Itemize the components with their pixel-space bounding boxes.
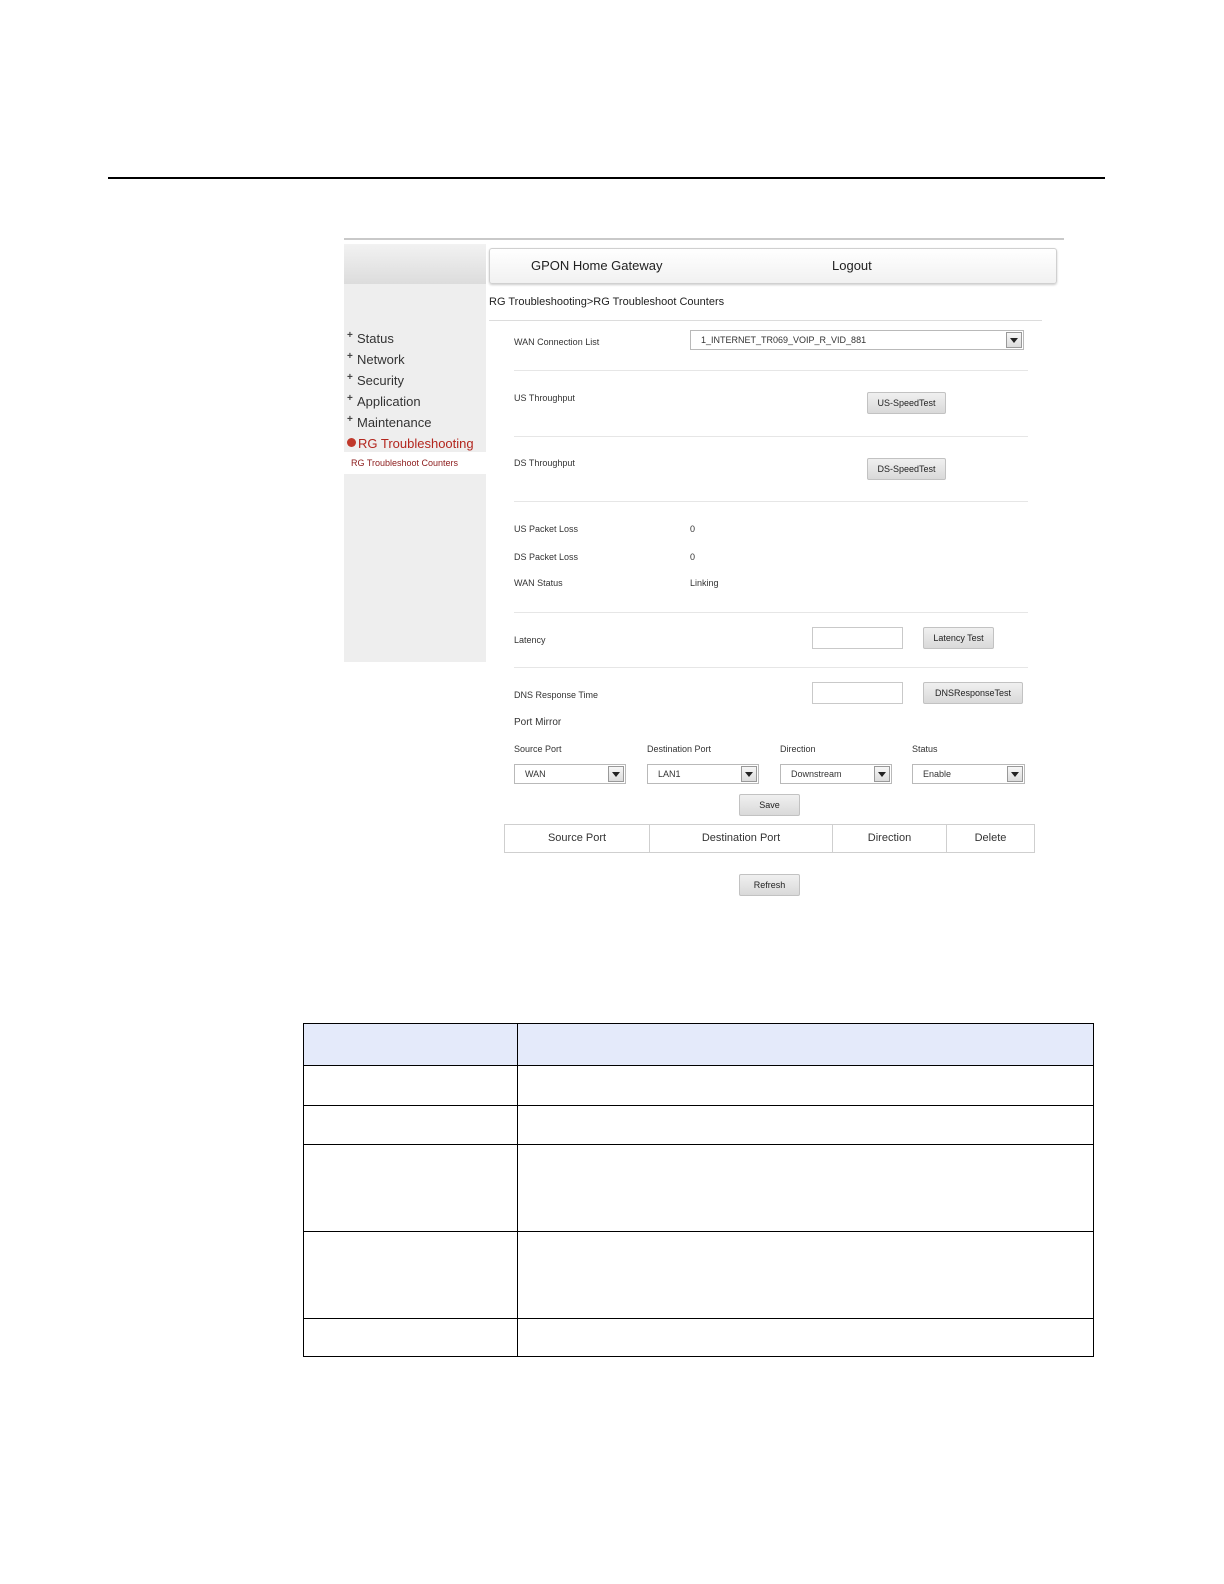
ds-packet-loss-value: 0 xyxy=(690,552,696,562)
app-title: GPON Home Gateway xyxy=(531,258,663,273)
chevron-down-icon xyxy=(1007,766,1023,782)
chevron-down-icon xyxy=(874,766,890,782)
us-speedtest-button[interactable]: US-SpeedTest xyxy=(867,392,946,414)
status-label: Status xyxy=(912,744,938,754)
direction-label: Direction xyxy=(780,744,816,754)
wan-connection-select[interactable] xyxy=(690,330,1024,350)
divider xyxy=(514,501,1028,502)
sidebar-item-rg-troubleshooting[interactable] xyxy=(344,433,486,454)
destination-port-value: LAN1 xyxy=(658,769,681,779)
expand-plus-icon: + xyxy=(347,330,353,341)
source-port-value: WAN xyxy=(525,769,546,779)
latency-test-button[interactable]: Latency Test xyxy=(923,627,994,649)
chevron-down-icon xyxy=(741,766,757,782)
latency-input[interactable] xyxy=(812,627,903,649)
ds-packet-loss-label: DS Packet Loss xyxy=(514,552,579,562)
breadcrumb: RG Troubleshooting>RG Troubleshoot Counters xyxy=(489,296,725,308)
header-bar xyxy=(489,248,1057,284)
destination-port-label: Destination Port xyxy=(647,744,712,754)
source-port-select[interactable] xyxy=(514,764,626,784)
status-value: Enable xyxy=(923,769,952,779)
wan-connection-value: 1_INTERNET_TR069_VOIP_R_VID_881 xyxy=(701,335,867,345)
column-divider xyxy=(517,1024,518,1356)
page-top-rule xyxy=(108,177,1105,179)
gateway-screenshot xyxy=(344,238,1064,910)
browser-top-border xyxy=(344,238,1064,240)
column-header-source-port: Source Port xyxy=(505,825,650,852)
chevron-down-icon xyxy=(608,766,624,782)
sidebar-item-application[interactable] xyxy=(344,391,486,412)
divider xyxy=(514,612,1028,613)
ds-throughput-label: DS Throughput xyxy=(514,458,575,468)
divider xyxy=(514,436,1028,437)
port-mirror-table xyxy=(504,824,1035,853)
divider xyxy=(489,320,1042,321)
sidebar-item-network[interactable] xyxy=(344,349,486,370)
refresh-button[interactable]: Refresh xyxy=(739,874,800,896)
sidebar-item-label: Security xyxy=(357,373,404,388)
column-header-delete: Delete xyxy=(974,832,1007,844)
port-mirror-title: Port Mirror xyxy=(514,717,562,728)
row-divider xyxy=(304,1144,1093,1145)
field-description-table xyxy=(303,1023,1094,1357)
source-port-label: Source Port xyxy=(514,744,562,754)
sidebar xyxy=(344,244,486,662)
dns-response-time-label: DNS Response Time xyxy=(514,690,599,700)
sidebar-header xyxy=(344,244,486,284)
row-divider xyxy=(304,1105,1093,1106)
ds-speedtest-button[interactable]: DS-SpeedTest xyxy=(867,458,946,480)
wan-status-value: Linking xyxy=(690,578,719,588)
collapse-minus-icon xyxy=(347,438,356,447)
wan-status-label: WAN Status xyxy=(514,578,563,588)
dns-response-input[interactable] xyxy=(812,682,903,704)
direction-value: Downstream xyxy=(791,769,842,779)
column-header-direction: Direction xyxy=(833,825,947,852)
sidebar-nav xyxy=(344,328,486,454)
status-select[interactable] xyxy=(912,764,1025,784)
dns-response-test-button[interactable]: DNSResponseTest xyxy=(923,682,1023,704)
us-packet-loss-value: 0 xyxy=(690,524,696,534)
table-header-row xyxy=(304,1024,1093,1066)
wan-connection-label: WAN Connection List xyxy=(514,337,600,347)
sidebar-item-label: Network xyxy=(357,352,405,367)
us-throughput-label: US Throughput xyxy=(514,393,575,403)
expand-plus-icon: + xyxy=(347,372,353,383)
sidebar-item-label: Application xyxy=(357,394,421,409)
chevron-down-icon xyxy=(1006,332,1022,348)
expand-plus-icon: + xyxy=(347,414,353,425)
row-divider xyxy=(304,1318,1093,1319)
column-header-destination-port: Destination Port xyxy=(650,825,833,852)
latency-label: Latency xyxy=(514,635,546,645)
sidebar-item-label: Status xyxy=(357,331,394,346)
sidebar-item-label: Maintenance xyxy=(357,415,432,430)
save-button[interactable]: Save xyxy=(739,794,800,816)
us-packet-loss-label: US Packet Loss xyxy=(514,524,579,534)
row-divider xyxy=(304,1231,1093,1232)
sidebar-item-security[interactable] xyxy=(344,370,486,391)
sidebar-item-status[interactable] xyxy=(344,328,486,349)
expand-plus-icon: + xyxy=(347,351,353,362)
sidebar-subitem-rg-troubleshoot-counters[interactable]: RG Troubleshoot Counters xyxy=(344,452,486,474)
destination-port-select[interactable] xyxy=(647,764,759,784)
sidebar-item-maintenance[interactable] xyxy=(344,412,486,433)
direction-select[interactable] xyxy=(780,764,892,784)
sidebar-item-label: RG Troubleshooting xyxy=(358,436,474,451)
expand-plus-icon: + xyxy=(347,393,353,404)
divider xyxy=(514,370,1028,371)
logout-link[interactable]: Logout xyxy=(832,258,872,273)
divider xyxy=(514,667,1028,668)
